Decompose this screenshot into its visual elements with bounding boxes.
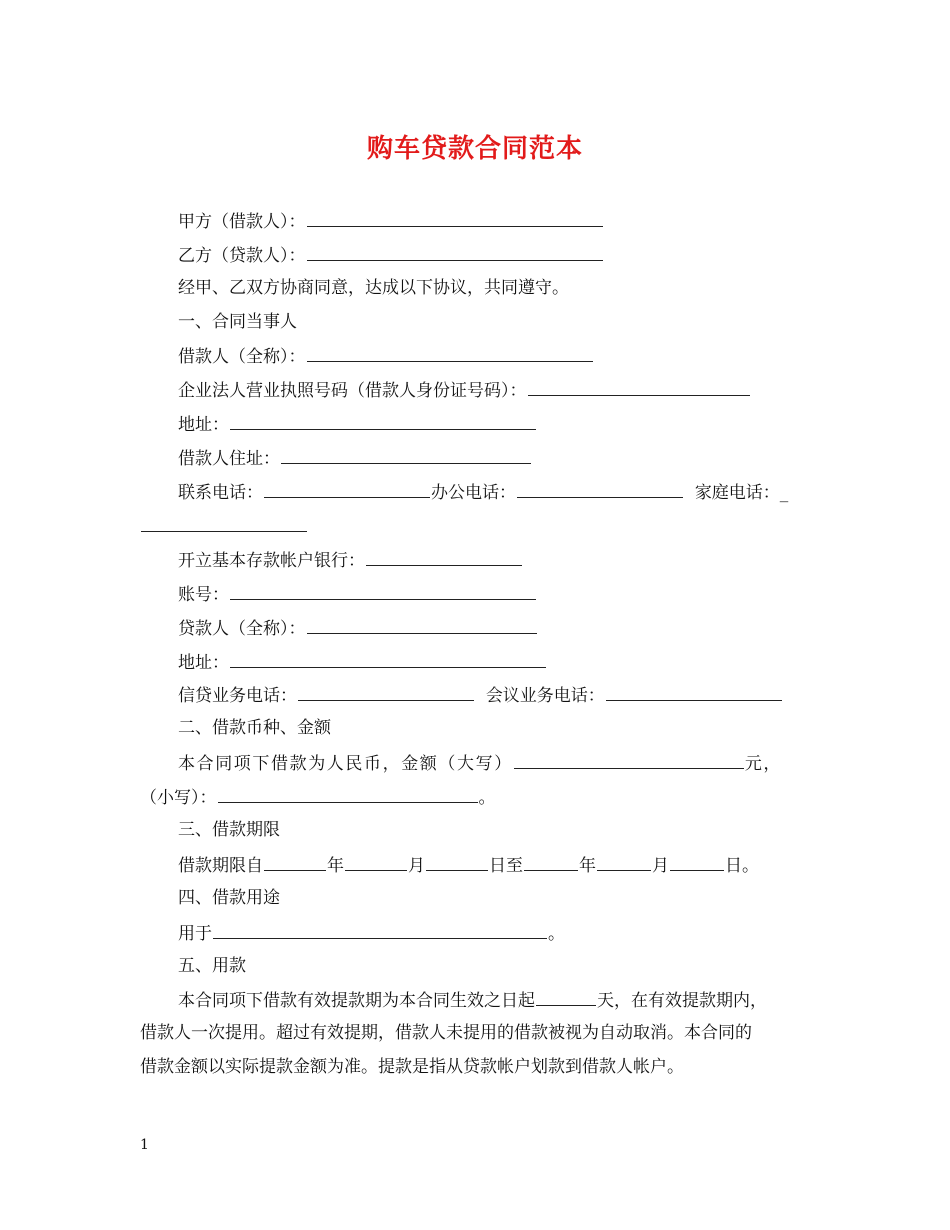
borrower-address-blank[interactable] bbox=[230, 412, 536, 430]
loan-amount-label: 本合同项下借款为人民币，金额（大写） bbox=[178, 754, 513, 774]
borrower-address-line bbox=[178, 412, 537, 436]
lender-name-blank[interactable] bbox=[307, 616, 537, 634]
account-number-line bbox=[178, 582, 537, 606]
lender-address-line bbox=[178, 650, 547, 674]
loan-term-line bbox=[178, 853, 759, 877]
borrower-address-label: 地址： bbox=[178, 415, 229, 435]
amount-lowercase-line bbox=[140, 785, 496, 809]
withdrawal-period-text-2: 天，在有效提款期内， bbox=[597, 991, 767, 1011]
withdrawal-period-text: 本合同项下借款有效提款期为本合同生效之日起 bbox=[178, 991, 535, 1011]
document-title: 购车贷款合同范本 bbox=[366, 134, 583, 164]
phones-line bbox=[178, 480, 788, 504]
business-phones-line bbox=[178, 683, 783, 707]
end-month-label: 月 bbox=[652, 856, 669, 876]
loan-amount-line bbox=[178, 751, 782, 775]
meeting-phone-blank[interactable] bbox=[606, 683, 782, 701]
loan-purpose-blank[interactable] bbox=[213, 921, 547, 939]
office-phone-blank[interactable] bbox=[517, 480, 683, 498]
borrower-name-label: 借款人（全称）： bbox=[178, 347, 306, 367]
lender-name-line bbox=[178, 616, 538, 640]
contact-phone-blank[interactable] bbox=[264, 480, 430, 498]
end-day-blank[interactable] bbox=[670, 853, 724, 871]
borrower-name-line bbox=[178, 344, 594, 368]
lender-name-label: 贷款人（全称）： bbox=[178, 619, 306, 639]
party-a-line bbox=[178, 209, 604, 233]
purpose-period: 。 bbox=[548, 924, 565, 944]
license-number-blank[interactable] bbox=[528, 378, 750, 396]
office-phone-label: 办公电话： bbox=[431, 483, 516, 503]
start-year-blank[interactable] bbox=[264, 853, 326, 871]
credit-phone-label: 信贷业务电话： bbox=[178, 686, 297, 706]
bank-account-label: 开立基本存款帐户银行： bbox=[178, 551, 365, 571]
credit-phone-blank[interactable] bbox=[298, 683, 474, 701]
loan-purpose-line bbox=[178, 921, 565, 945]
withdrawal-definition-line: 借款金额以实际提款金额为准。提款是指从贷款帐户划款到借款人帐户。 bbox=[140, 1057, 684, 1077]
amount-lowercase-blank[interactable] bbox=[218, 785, 478, 803]
term-from-label: 借款期限自 bbox=[178, 856, 263, 876]
end-year-blank[interactable] bbox=[524, 853, 578, 871]
section-2-heading: 二、借款币种、金额 bbox=[178, 718, 331, 738]
end-month-blank[interactable] bbox=[597, 853, 651, 871]
start-day-label: 日至 bbox=[489, 856, 523, 876]
bank-account-line bbox=[178, 548, 523, 572]
section-3-heading: 三、借款期限 bbox=[178, 820, 280, 840]
account-number-blank[interactable] bbox=[230, 582, 536, 600]
party-a-label: 甲方（借款人）： bbox=[178, 212, 306, 232]
withdrawal-rule-line: 借款人一次提用。超过有效提期，借款人未提用的借款被视为自动取消。本合同的 bbox=[140, 1023, 752, 1043]
amount-period: 。 bbox=[478, 788, 496, 808]
home-phone-blank[interactable] bbox=[141, 514, 307, 532]
end-day-label: 日。 bbox=[725, 856, 759, 876]
withdrawal-days-blank[interactable] bbox=[536, 988, 596, 1006]
party-b-blank[interactable] bbox=[307, 243, 603, 261]
lender-address-label: 地址： bbox=[178, 653, 229, 673]
meeting-phone-label: 会议业务电话： bbox=[485, 686, 605, 706]
home-phone-continuation bbox=[140, 514, 308, 538]
home-phone-label: 家庭电话：_ bbox=[694, 483, 789, 503]
borrower-residence-line bbox=[178, 446, 532, 470]
section-5-heading: 五、用款 bbox=[178, 956, 246, 976]
withdrawal-period-line bbox=[178, 988, 767, 1012]
loan-purpose-label: 用于 bbox=[178, 924, 212, 944]
borrower-name-blank[interactable] bbox=[307, 344, 593, 362]
section-1-heading: 一、合同当事人 bbox=[178, 312, 297, 332]
party-b-label: 乙方（贷款人）： bbox=[178, 246, 306, 266]
start-day-blank[interactable] bbox=[426, 853, 488, 871]
end-year-label: 年 bbox=[579, 856, 596, 876]
party-b-line bbox=[178, 243, 604, 267]
section-4-heading: 四、借款用途 bbox=[178, 888, 280, 908]
license-number-label: 企业法人营业执照号码（借款人身份证号码）： bbox=[178, 381, 527, 401]
start-month-label: 月 bbox=[408, 856, 425, 876]
amount-lowercase-label: （小写）： bbox=[140, 788, 217, 808]
account-number-label: 账号： bbox=[178, 585, 229, 605]
party-a-blank[interactable] bbox=[307, 209, 603, 227]
start-month-blank[interactable] bbox=[345, 853, 407, 871]
bank-account-blank[interactable] bbox=[366, 548, 522, 566]
contact-phone-label: 联系电话： bbox=[178, 483, 263, 503]
page-number: 1 bbox=[140, 1137, 149, 1153]
yuan-label: 元， bbox=[744, 754, 783, 774]
lender-address-blank[interactable] bbox=[230, 650, 546, 668]
start-year-label: 年 bbox=[327, 856, 344, 876]
borrower-residence-blank[interactable] bbox=[281, 446, 531, 464]
borrower-residence-label: 借款人住址： bbox=[178, 449, 280, 469]
license-number-line bbox=[178, 378, 751, 402]
amount-uppercase-blank[interactable] bbox=[514, 751, 744, 769]
agreement-intro: 经甲、乙双方协商同意，达成以下协议，共同遵守。 bbox=[178, 278, 569, 298]
